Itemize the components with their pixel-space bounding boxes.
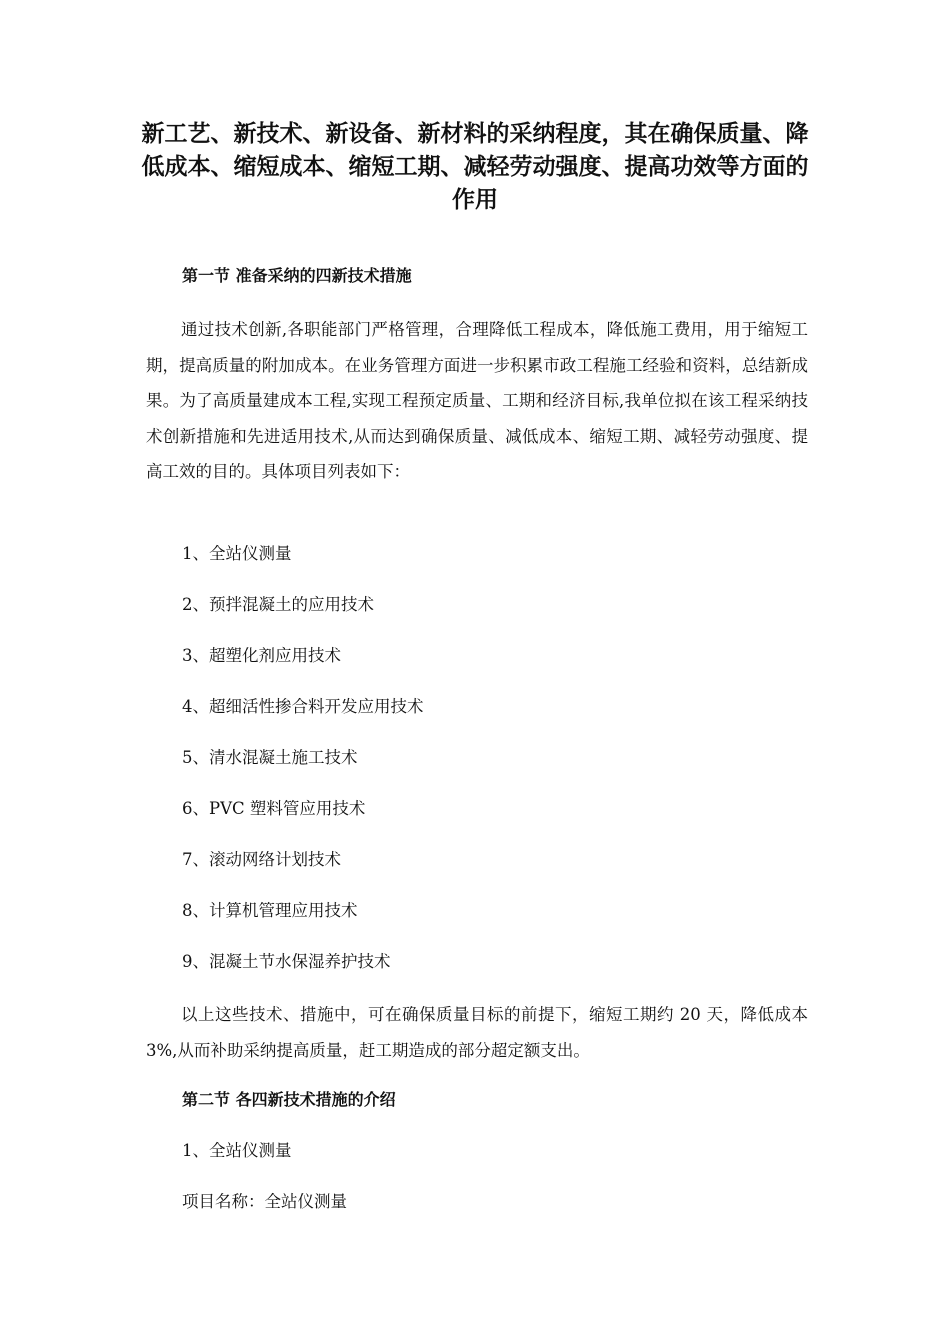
section-1-heading: 第一节 准备采纳的四新技术措施 [182,266,412,285]
section-2-heading: 第二节 各四新技术措施的介绍 [182,1090,396,1109]
list-item: 1、全站仪测量 [182,544,292,563]
project-name-line: 项目名称：全站仪测量 [182,1192,347,1211]
list-item: 6、PVC 塑料管应用技术 [182,799,366,818]
section-1-intro-paragraph: 通过技术创新,各职能部门严格管理，合理降低工程成本，降低施工费用，用于缩短工期，提高质量的附加成本。在业务管理方面进一步积累市政工程施工经验和资料，总结新成果。为了高质量建成本工程,实现工程预定质量、工期和经济目标,我单位拟在该工程采纳技术创新措施和先进适用技术,从而达到确保质量、减低成本、缩短工期、减轻劳动强度、提高工效的目的。具体项目列表如下： [146,320,808,482]
list-item: 7、滚动网络计划技术 [182,850,341,869]
list-item: 3、超塑化剂应用技术 [182,646,341,665]
list-item: 9、混凝土节水保湿养护技术 [182,952,391,971]
list-item: 4、超细活性掺合料开发应用技术 [182,697,424,716]
list-item: 8、计算机管理应用技术 [182,901,358,920]
list-item: 5、清水混凝土施工技术 [182,748,358,767]
list-item: 2、预拌混凝土的应用技术 [182,595,374,614]
document-title: 新工艺、新技术、新设备、新材料的采纳程度，其在确保质量、降低成本、缩短成本、缩短工期、减轻劳动强度、提高功效等方面的作用 [141,121,809,213]
section-1-summary-paragraph: 以上这些技术、措施中，可在确保质量目标的前提下，缩短工期约 20 天，降低成本 3%,从而补助采纳提高质量，赶工期造成的部分超定额支出。 [146,1005,808,1060]
section-2-item-1: 1、全站仪测量 [182,1141,292,1160]
